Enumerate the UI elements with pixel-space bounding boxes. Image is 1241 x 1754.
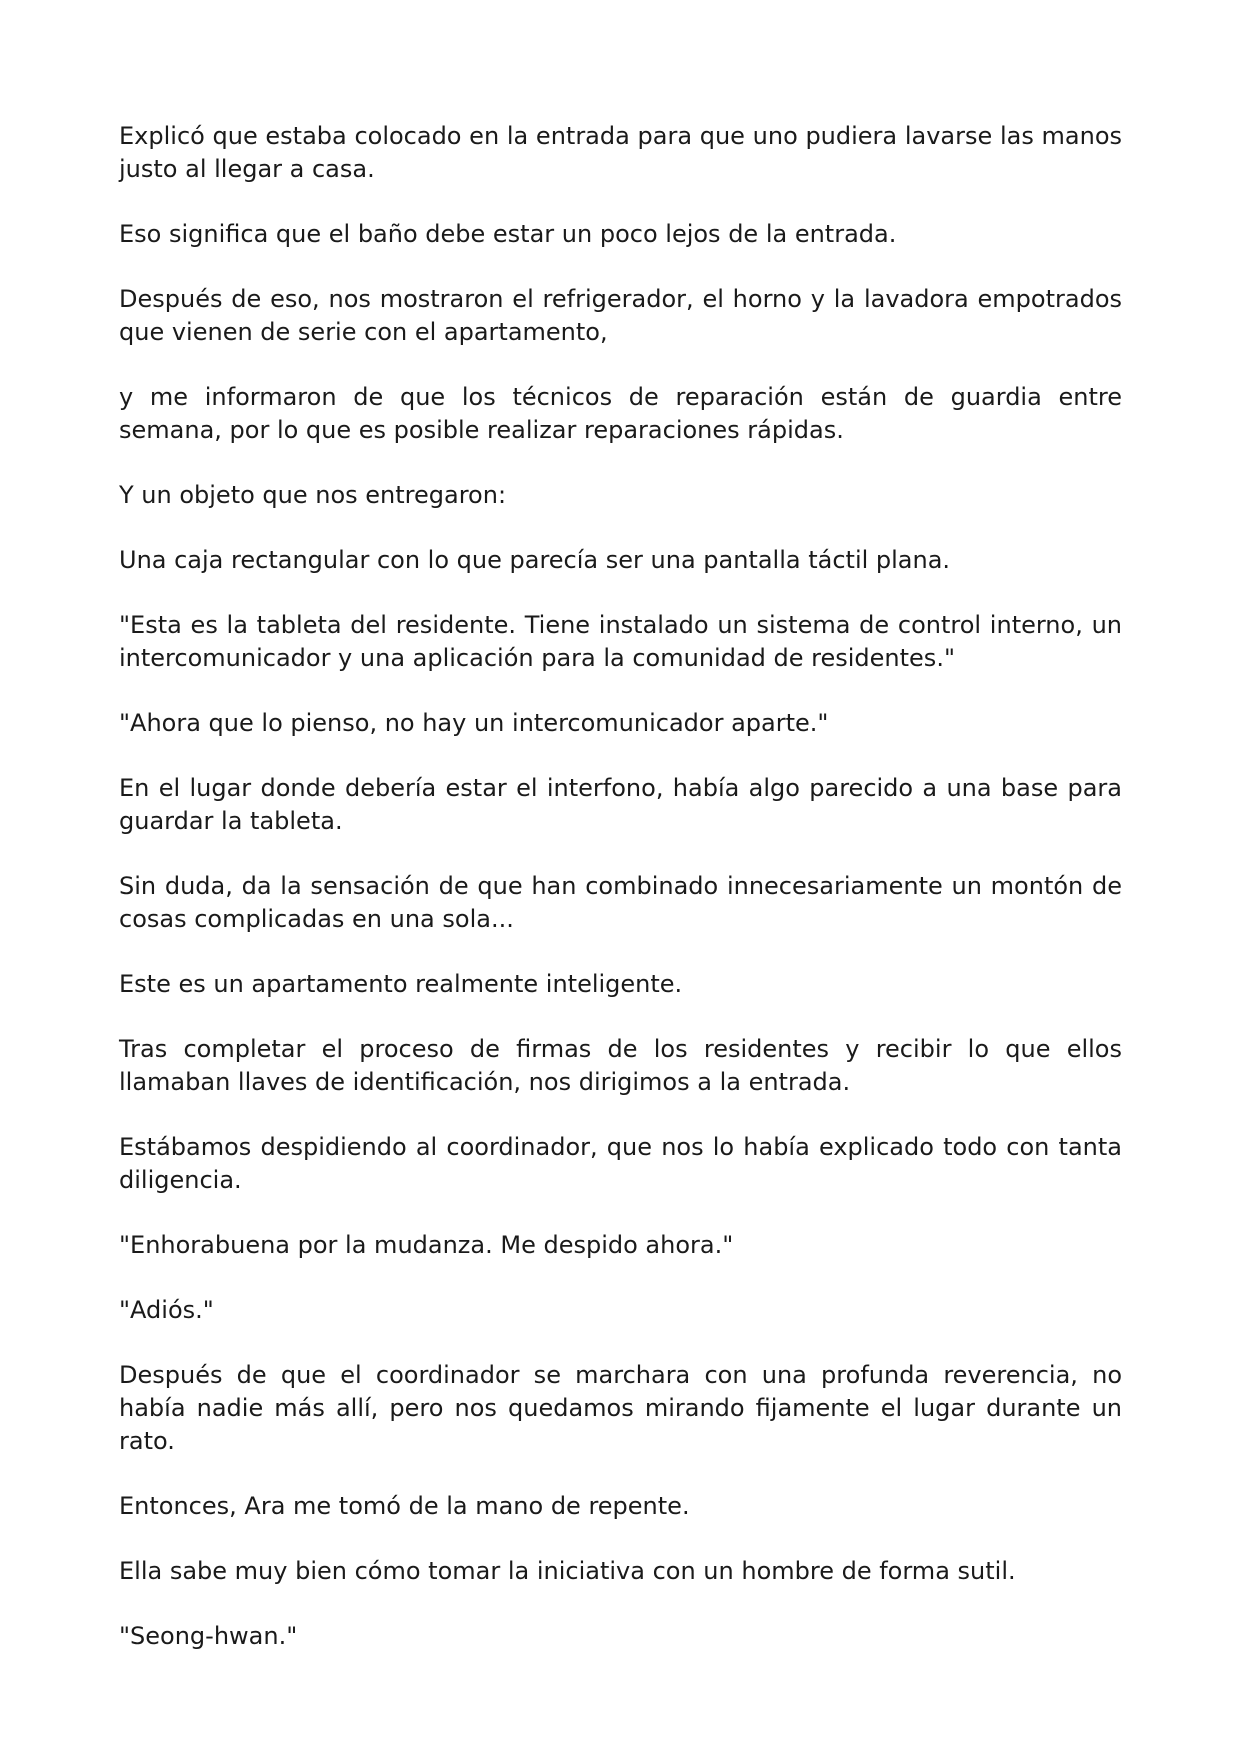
paragraph: Y un objeto que nos entregaron: — [119, 481, 507, 509]
paragraph: "Seong-hwan." — [119, 1622, 298, 1650]
paragraph: Después de que el coordinador se marchara con una profunda reverencia, no había nadie más allí, pero nos quedamos mirando fijamente el lugar durante un rato. — [119, 1361, 1122, 1455]
paragraph: Ella sabe muy bien cómo tomar la iniciativa con un hombre de forma sutil. — [119, 1557, 1016, 1585]
paragraph: "Ahora que lo pienso, no hay un intercomunicador aparte." — [119, 709, 829, 737]
paragraph: Sin duda, da la sensación de que han combinado innecesariamente un montón de cosas complicadas en una sola... — [119, 872, 1122, 933]
paragraph: y me informaron de que los técnicos de reparación están de guardia entre semana, por lo que es posible realizar reparaciones rápidas. — [119, 383, 1122, 444]
paragraph: "Esta es la tableta del residente. Tiene instalado un sistema de control interno, un intercomunicador y una aplicación para la comunidad de residentes." — [119, 611, 1122, 672]
paragraph: Una caja rectangular con lo que parecía ser una pantalla táctil plana. — [119, 546, 951, 574]
paragraph: "Enhorabuena por la mudanza. Me despido ahora." — [119, 1231, 734, 1259]
paragraph: Entonces, Ara me tomó de la mano de repente. — [119, 1492, 690, 1520]
body-text — [119, 120, 1122, 1653]
paragraph: Este es un apartamento realmente inteligente. — [119, 970, 683, 998]
paragraph: En el lugar donde debería estar el interfono, había algo parecido a una base para guardar la tableta. — [119, 774, 1122, 835]
paragraph: Eso significa que el baño debe estar un poco lejos de la entrada. — [119, 220, 897, 248]
paragraph: Explicó que estaba colocado en la entrada para que uno pudiera lavarse las manos justo al llegar a casa. — [119, 122, 1122, 183]
paragraph: Estábamos despidiendo al coordinador, que nos lo había explicado todo con tanta diligencia. — [119, 1133, 1122, 1194]
paragraph: Tras completar el proceso de firmas de los residentes y recibir lo que ellos llamaban llaves de identificación, nos dirigimos a la entrada. — [119, 1035, 1122, 1096]
paragraph: Después de eso, nos mostraron el refrigerador, el horno y la lavadora empotrados que vienen de serie con el apartamento, — [119, 285, 1122, 346]
paragraph: "Adiós." — [119, 1296, 214, 1324]
